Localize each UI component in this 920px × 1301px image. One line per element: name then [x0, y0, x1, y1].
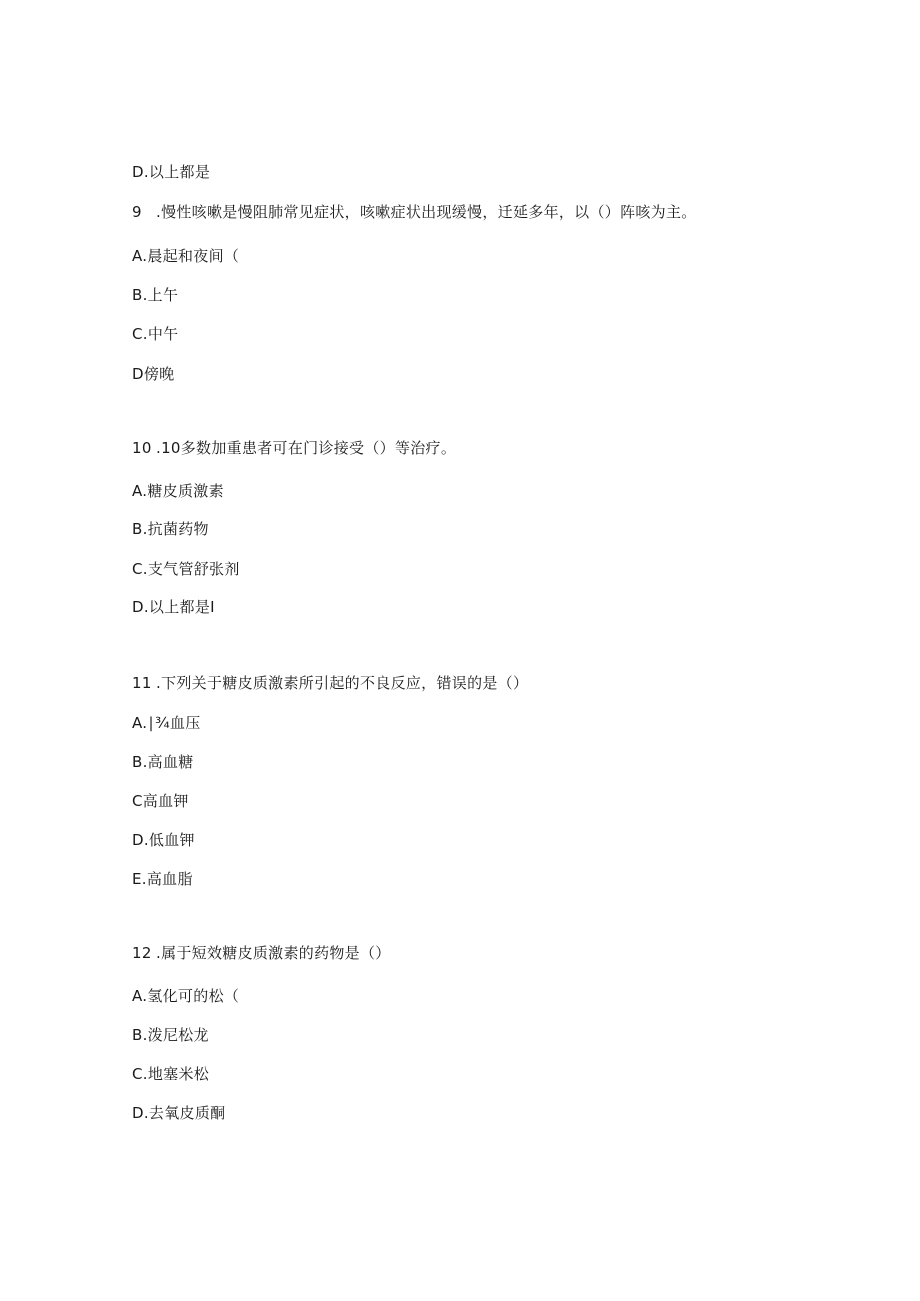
option-text: A.糖皮质激素 [132, 482, 224, 500]
question-number: 12 [132, 944, 152, 962]
option-q11-c [132, 791, 189, 811]
question-10 [132, 438, 456, 458]
question-11 [132, 673, 528, 693]
option-q10-c [132, 559, 240, 579]
question-number: 11 [132, 674, 152, 692]
question-text: .属于短效糖皮质激素的药物是（） [156, 944, 391, 962]
option-text: B.高血糖 [132, 753, 194, 771]
option-q10-d [132, 597, 215, 617]
option-text: D.以上都是 [132, 163, 211, 181]
question-text: .慢性咳嗽是慢阻肺常见症状，咳嗽症状出现缓慢，迁延多年，以（）阵咳为主。 [156, 203, 697, 221]
option-text: C高血钾 [132, 792, 189, 810]
option-text: C.中午 [132, 325, 179, 343]
option-q11-d [132, 830, 195, 850]
option-q11-e [132, 869, 193, 889]
option-text: D.去氧皮质酮 [132, 1104, 226, 1122]
option-text: A.氢化可的松（ [132, 987, 240, 1005]
option-q12-a [132, 986, 239, 1006]
option-q11-a [132, 713, 201, 733]
option-q8-d [132, 162, 210, 182]
option-text: A.∣¾血压 [132, 714, 201, 732]
option-text: C.支气管舒张剂 [132, 560, 240, 578]
option-q10-b [132, 519, 209, 539]
question-12 [132, 943, 391, 963]
question-number: 9 [132, 203, 142, 221]
question-text: .10多数加重患者可在门诊接受（）等治疗。 [156, 439, 457, 457]
option-text: D傍晚 [132, 365, 175, 383]
option-q12-d [132, 1103, 225, 1123]
option-text: B.泼尼松龙 [132, 1026, 209, 1044]
option-text: B.上午 [132, 286, 179, 304]
option-q11-b [132, 752, 194, 772]
option-q10-a [132, 481, 224, 501]
option-text: E.高血脂 [132, 870, 193, 888]
option-text: C.地塞米松 [132, 1065, 210, 1083]
question-9 [132, 202, 697, 222]
option-text: D.以上都是I [132, 598, 215, 616]
option-q9-c [132, 324, 178, 344]
option-q9-d [132, 364, 174, 384]
question-text: .下列关于糖皮质激素所引起的不良反应，错误的是（） [156, 674, 529, 692]
option-text: B.抗菌药物 [132, 520, 209, 538]
option-q9-b [132, 285, 178, 305]
option-text: D.低血钾 [132, 831, 195, 849]
option-q9-a [132, 246, 239, 266]
option-text: A.晨起和夜间（ [132, 247, 240, 265]
question-number: 10 [132, 439, 152, 457]
option-q12-c [132, 1064, 209, 1084]
option-q12-b [132, 1025, 209, 1045]
